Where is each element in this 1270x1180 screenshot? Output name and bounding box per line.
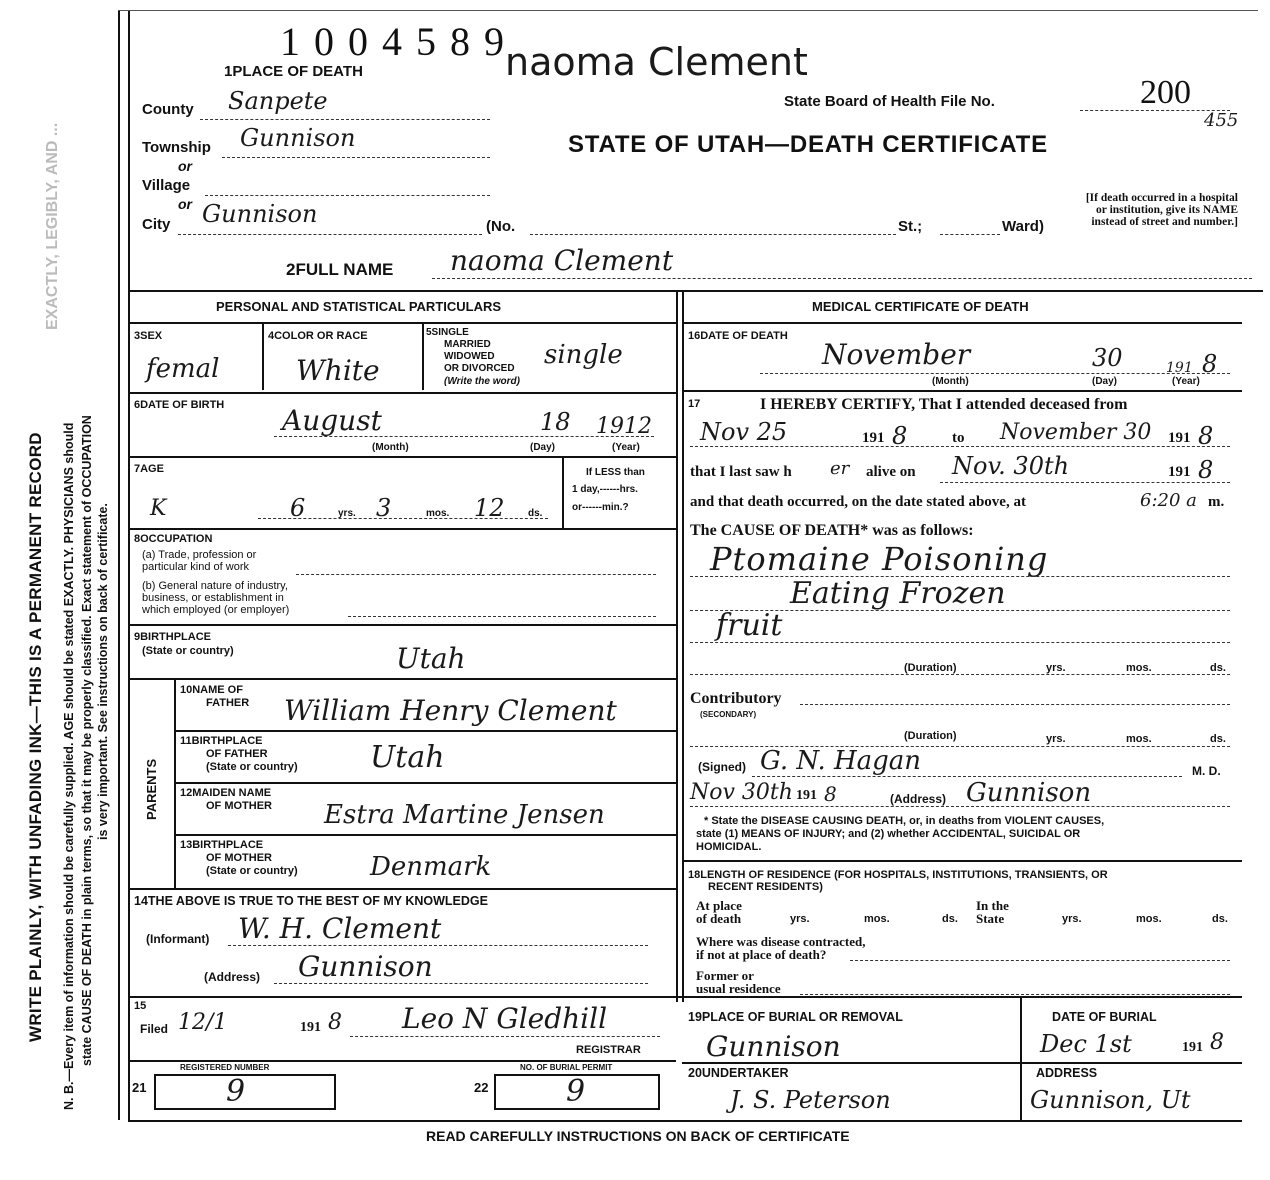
father-birthplace-label-1: 11BIRTHPLACE <box>180 735 263 747</box>
father-name-value: William Henry Clement <box>284 694 617 727</box>
mother-name-value: Estra Martine Jensen <box>324 800 605 830</box>
village-label: Village <box>142 177 191 194</box>
last-saw-year-digit: 8 <box>1198 456 1214 484</box>
age-mark: K <box>150 496 167 521</box>
occupation-label: 8OCCUPATION <box>134 533 213 545</box>
full-name-value: naoma Clement <box>450 244 674 277</box>
in-state-ds: ds. <box>1212 913 1228 925</box>
physician-signature: G. N. Hagan <box>760 746 922 776</box>
father-name-label-1: 10NAME OF <box>180 684 243 696</box>
race-value: White <box>296 354 380 387</box>
duration-label-1: (Duration) <box>904 662 957 674</box>
handwritten-name-top: naoma Clement <box>505 40 808 84</box>
registered-number-value: 9 <box>226 1074 246 1109</box>
sex-label: 3SEX <box>134 330 163 342</box>
marital-label-1: 5SINGLE <box>426 327 469 338</box>
state-label: State <box>976 911 1005 926</box>
dob-year: 1912 <box>596 414 652 439</box>
file-number-value-2: 455 <box>1204 110 1239 131</box>
attended-to: November 30 <box>1000 420 1152 445</box>
attended-to-year-digit: 8 <box>1198 422 1214 450</box>
street-no-label: (No. <box>486 218 516 235</box>
footer-instructions: READ CAREFULLY INSTRUCTIONS ON BACK OF CERTIFICATE <box>426 1128 850 1144</box>
file-number-label: State Board of Health File No. <box>784 93 995 110</box>
left-margin-line <box>118 10 120 1120</box>
duration-mos-1: mos. <box>1126 662 1152 674</box>
dob-year-caption: (Year) <box>612 442 640 453</box>
burial-place-value: Gunnison <box>706 1030 841 1063</box>
at-place-label-1: At place <box>696 898 742 913</box>
mother-birthplace-label-3: (State or country) <box>206 865 298 877</box>
residence-label-1: 18LENGTH OF RESIDENCE (FOR HOSPITALS, INSTITUTIONS, TRANSIENTS, OR <box>688 869 1108 881</box>
date-of-death-label: 16DATE OF DEATH <box>688 330 788 342</box>
birthplace-value: Utah <box>396 642 466 675</box>
mother-name-label-2: OF MOTHER <box>206 800 272 812</box>
footnote-line3: HOMICIDAL. <box>696 841 762 853</box>
in-state-yrs: yrs. <box>1062 913 1082 925</box>
contracted-label-2: if not at place of death? <box>696 947 827 962</box>
duration-ds-1: ds. <box>1210 662 1226 674</box>
sidebar-note-line1: N. B.—Every item of information should be carefully supplied. AGE should be stated EXACTLY. PHYSICIANS should <box>62 422 76 1110</box>
death-time: 6:20 a <box>1140 490 1197 511</box>
burial-permit-label: NO. OF BURIAL PERMIT <box>520 1063 613 1072</box>
date-of-death-month: November <box>822 338 971 371</box>
last-saw-label: that I last saw h <box>690 464 792 480</box>
or-label-1: or <box>178 158 192 174</box>
dob-day: 18 <box>540 408 571 436</box>
mother-birthplace-value: Denmark <box>370 852 492 882</box>
informant-address-label: (Address) <box>204 970 261 984</box>
sex-value: femal <box>146 354 220 384</box>
signed-date: Nov 30th <box>690 780 793 805</box>
undertaker-value: J. S. Peterson <box>730 1086 891 1114</box>
filed-date: 12/1 <box>178 1010 228 1035</box>
occupation-b-line2: business, or establishment in <box>142 592 284 604</box>
certificate-number: 1004589 <box>280 19 518 64</box>
death-occurred-label: and that death occurred, on the date stated above, at <box>690 494 1026 510</box>
at-place-label-2: of death <box>696 911 742 926</box>
informant-label: (Informant) <box>146 932 210 946</box>
top-border-line <box>118 10 1258 11</box>
filed-year: 8 <box>328 1010 342 1035</box>
attended-to-year: 191 <box>1168 430 1191 446</box>
registered-number-prefix: 21 <box>132 1080 147 1095</box>
footnote-line2: state (1) MEANS OF INJURY; and (2) whether ACCIDENTAL, SUICIDAL OR <box>696 828 1081 840</box>
certify-text: I HEREBY CERTIFY, That I attended deceased from <box>760 396 1128 413</box>
marital-value: single <box>544 340 623 370</box>
age-months-caption: mos. <box>426 508 450 519</box>
burial-place-label: 19PLACE OF BURIAL OR REMOVAL <box>688 1010 903 1024</box>
burial-year-prefix: 191 <box>1182 1040 1203 1055</box>
informant-value: W. H. Clement <box>238 912 442 945</box>
certificate-title: STATE OF UTAH—DEATH CERTIFICATE <box>568 131 1048 158</box>
duration-label-2: (Duration) <box>904 730 957 742</box>
last-saw-date: Nov. 30th <box>952 452 1070 480</box>
informant-address-value: Gunnison <box>298 950 433 983</box>
mother-birthplace-label-1: 13BIRTHPLACE <box>180 839 264 851</box>
signed-year: 8 <box>824 782 837 806</box>
city-label: City <box>142 216 171 233</box>
at-place-mos: mos. <box>864 913 890 925</box>
undertaker-label: 20UNDERTAKER <box>688 1066 789 1080</box>
true-statement-label: 14THE ABOVE IS TRUE TO THE BEST OF MY KNOWLEDGE <box>134 894 488 908</box>
am-label: m. <box>1208 494 1225 510</box>
city-value: Gunnison <box>202 200 318 228</box>
age-days-caption: ds. <box>528 508 543 519</box>
dob-month-caption: (Month) <box>372 442 409 453</box>
contributory-label: Contributory <box>690 690 782 707</box>
attended-to-label: to <box>952 430 965 446</box>
less-than-line2: 1 day,------hrs. <box>572 484 638 495</box>
burial-permit-value: 9 <box>566 1074 586 1109</box>
filed-year-prefix: 191 <box>300 1020 321 1035</box>
signed-address-label: (Address) <box>890 792 947 806</box>
burial-date-value: Dec 1st <box>1040 1030 1132 1058</box>
dob-day-caption: (Day) <box>530 442 556 453</box>
former-residence-label-1: Former or <box>696 968 754 983</box>
duration-yrs-2: yrs. <box>1046 733 1066 745</box>
date-of-death-year: 8 <box>1202 350 1218 378</box>
registrar-signature: Leo N Gledhill <box>402 1002 608 1035</box>
attended-from-year-digit: 8 <box>892 422 908 450</box>
county-label: County <box>142 101 194 118</box>
father-name-label-2: FATHER <box>206 697 250 709</box>
township-label: Township <box>142 139 211 156</box>
dob-label: 6DATE OF BIRTH <box>134 399 225 411</box>
county-value: Sanpete <box>228 87 328 115</box>
last-saw-pronoun: er <box>830 458 850 479</box>
full-name-label: 2FULL NAME <box>286 260 394 279</box>
less-than-line3: or------min.? <box>572 502 629 513</box>
burial-permit-prefix: 22 <box>474 1080 489 1095</box>
residence-label-2: RECENT RESIDENTS) <box>708 881 823 893</box>
burial-date-label: DATE OF BURIAL <box>1052 1010 1157 1024</box>
mother-name-label-1: 12MAIDEN NAME <box>180 787 272 799</box>
dod-day-caption: (Day) <box>1092 376 1118 387</box>
dob-month: August <box>282 404 382 437</box>
registrar-label: REGISTRAR <box>576 1044 641 1056</box>
occupation-b-line1: (b) General nature of industry, <box>142 580 288 592</box>
attended-from: Nov 25 <box>700 418 788 446</box>
personal-heading: PERSONAL AND STATISTICAL PARTICULARS <box>216 299 502 314</box>
dod-year-caption: (Year) <box>1172 376 1200 387</box>
occupation-b-line3: which employed (or employer) <box>142 604 290 616</box>
street-label: St.; <box>898 218 923 235</box>
contracted-label-1: Where was disease contracted, <box>696 934 866 949</box>
marital-label-3: WIDOWED <box>444 351 495 362</box>
duration-mos-2: mos. <box>1126 733 1152 745</box>
marital-label-2: MARRIED <box>444 339 491 350</box>
sidebar-note-line3: is very important. See instructions on back of certificate. <box>96 503 110 840</box>
registered-number-label: REGISTERED NUMBER <box>180 1063 270 1072</box>
file-number-value: 200 <box>1140 74 1191 111</box>
alive-on-label: alive on <box>866 464 916 480</box>
cause-line-3: fruit <box>716 608 783 643</box>
marital-label-4: OR DIVORCED <box>444 363 515 374</box>
or-label-2: or <box>178 196 192 212</box>
date-of-death-day: 30 <box>1092 344 1123 372</box>
mother-birthplace-label-2: OF MOTHER <box>206 852 272 864</box>
signed-year-prefix: 191 <box>796 788 817 803</box>
place-of-death-label: 1PLACE OF DEATH <box>224 63 363 80</box>
attended-from-year: 191 <box>862 430 885 446</box>
signed-label: (Signed) <box>698 760 746 774</box>
race-label: 4COLOR OR RACE <box>268 330 368 342</box>
center-divider <box>676 290 678 1002</box>
dod-month-caption: (Month) <box>932 376 969 387</box>
occupation-a-line2: particular kind of work <box>142 561 249 573</box>
marital-label-5: (Write the word) <box>444 376 520 387</box>
filed-label: Filed <box>140 1022 169 1036</box>
age-years-caption: yrs. <box>338 508 356 519</box>
date-of-death-year-prefix: 191 <box>1166 360 1193 376</box>
undertaker-address-label: ADDRESS <box>1036 1066 1098 1080</box>
ward-label: Ward) <box>1002 218 1044 235</box>
former-residence-label-2: usual residence <box>696 981 781 996</box>
age-months: 3 <box>376 494 392 522</box>
signed-address-value: Gunnison <box>966 778 1092 808</box>
sidebar-main-text: WRITE PLAINLY, WITH UNFADING INK—THIS IS A PERMANENT RECORD <box>26 432 45 1042</box>
occupation-a-line1: (a) Trade, profession or <box>142 549 257 561</box>
at-place-yrs: yrs. <box>790 913 810 925</box>
less-than-line1: If LESS than <box>586 467 645 478</box>
filed-number: 15 <box>134 1000 147 1012</box>
age-days: 12 <box>474 494 505 522</box>
at-place-ds: ds. <box>942 913 958 925</box>
sidebar-note-line2: state CAUSE OF DEATH in plain terms, so that it may be properly classified. Exact statement of OCCUPATION <box>80 415 94 1066</box>
parents-label: PARENTS <box>144 758 159 820</box>
father-birthplace-label-2: OF FATHER <box>206 748 268 760</box>
in-state-mos: mos. <box>1136 913 1162 925</box>
md-label: M. D. <box>1192 764 1221 778</box>
birthplace-sublabel: (State or country) <box>142 645 234 657</box>
secondary-label: (SECONDARY) <box>700 710 757 719</box>
age-label: 7AGE <box>134 463 164 475</box>
cause-line-2: Eating Frozen <box>790 576 1006 611</box>
burial-year: 8 <box>1210 1030 1224 1055</box>
last-saw-year: 191 <box>1168 464 1191 480</box>
age-years: 6 <box>290 494 306 522</box>
hospital-note: [If death occurred in a hospital or institution, give its NAME instead of street and number.] <box>1085 192 1238 228</box>
certify-number: 17 <box>688 398 701 410</box>
footnote-line1: * State the DISEASE CAUSING DEATH, or, in deaths from VIOLENT CAUSES, <box>704 815 1105 827</box>
cause-of-death-label: The CAUSE OF DEATH* was as follows: <box>690 522 974 539</box>
medical-heading: MEDICAL CERTIFICATE OF DEATH <box>812 299 1029 314</box>
birthplace-label: 9BIRTHPLACE <box>134 631 212 643</box>
cause-line-1: Ptomaine Poisoning <box>710 540 1049 578</box>
undertaker-address-value: Gunnison, Ut <box>1030 1086 1191 1114</box>
duration-yrs-1: yrs. <box>1046 662 1066 674</box>
father-birthplace-label-3: (State or country) <box>206 761 298 773</box>
in-the-label: In the <box>976 898 1009 913</box>
sidebar-faded-text: EXACTLY, LEGIBLY, AND ... <box>44 122 61 330</box>
township-value: Gunnison <box>240 124 356 152</box>
father-birthplace-value: Utah <box>370 740 445 775</box>
left-border-line <box>128 10 130 1120</box>
duration-ds-2: ds. <box>1210 733 1226 745</box>
